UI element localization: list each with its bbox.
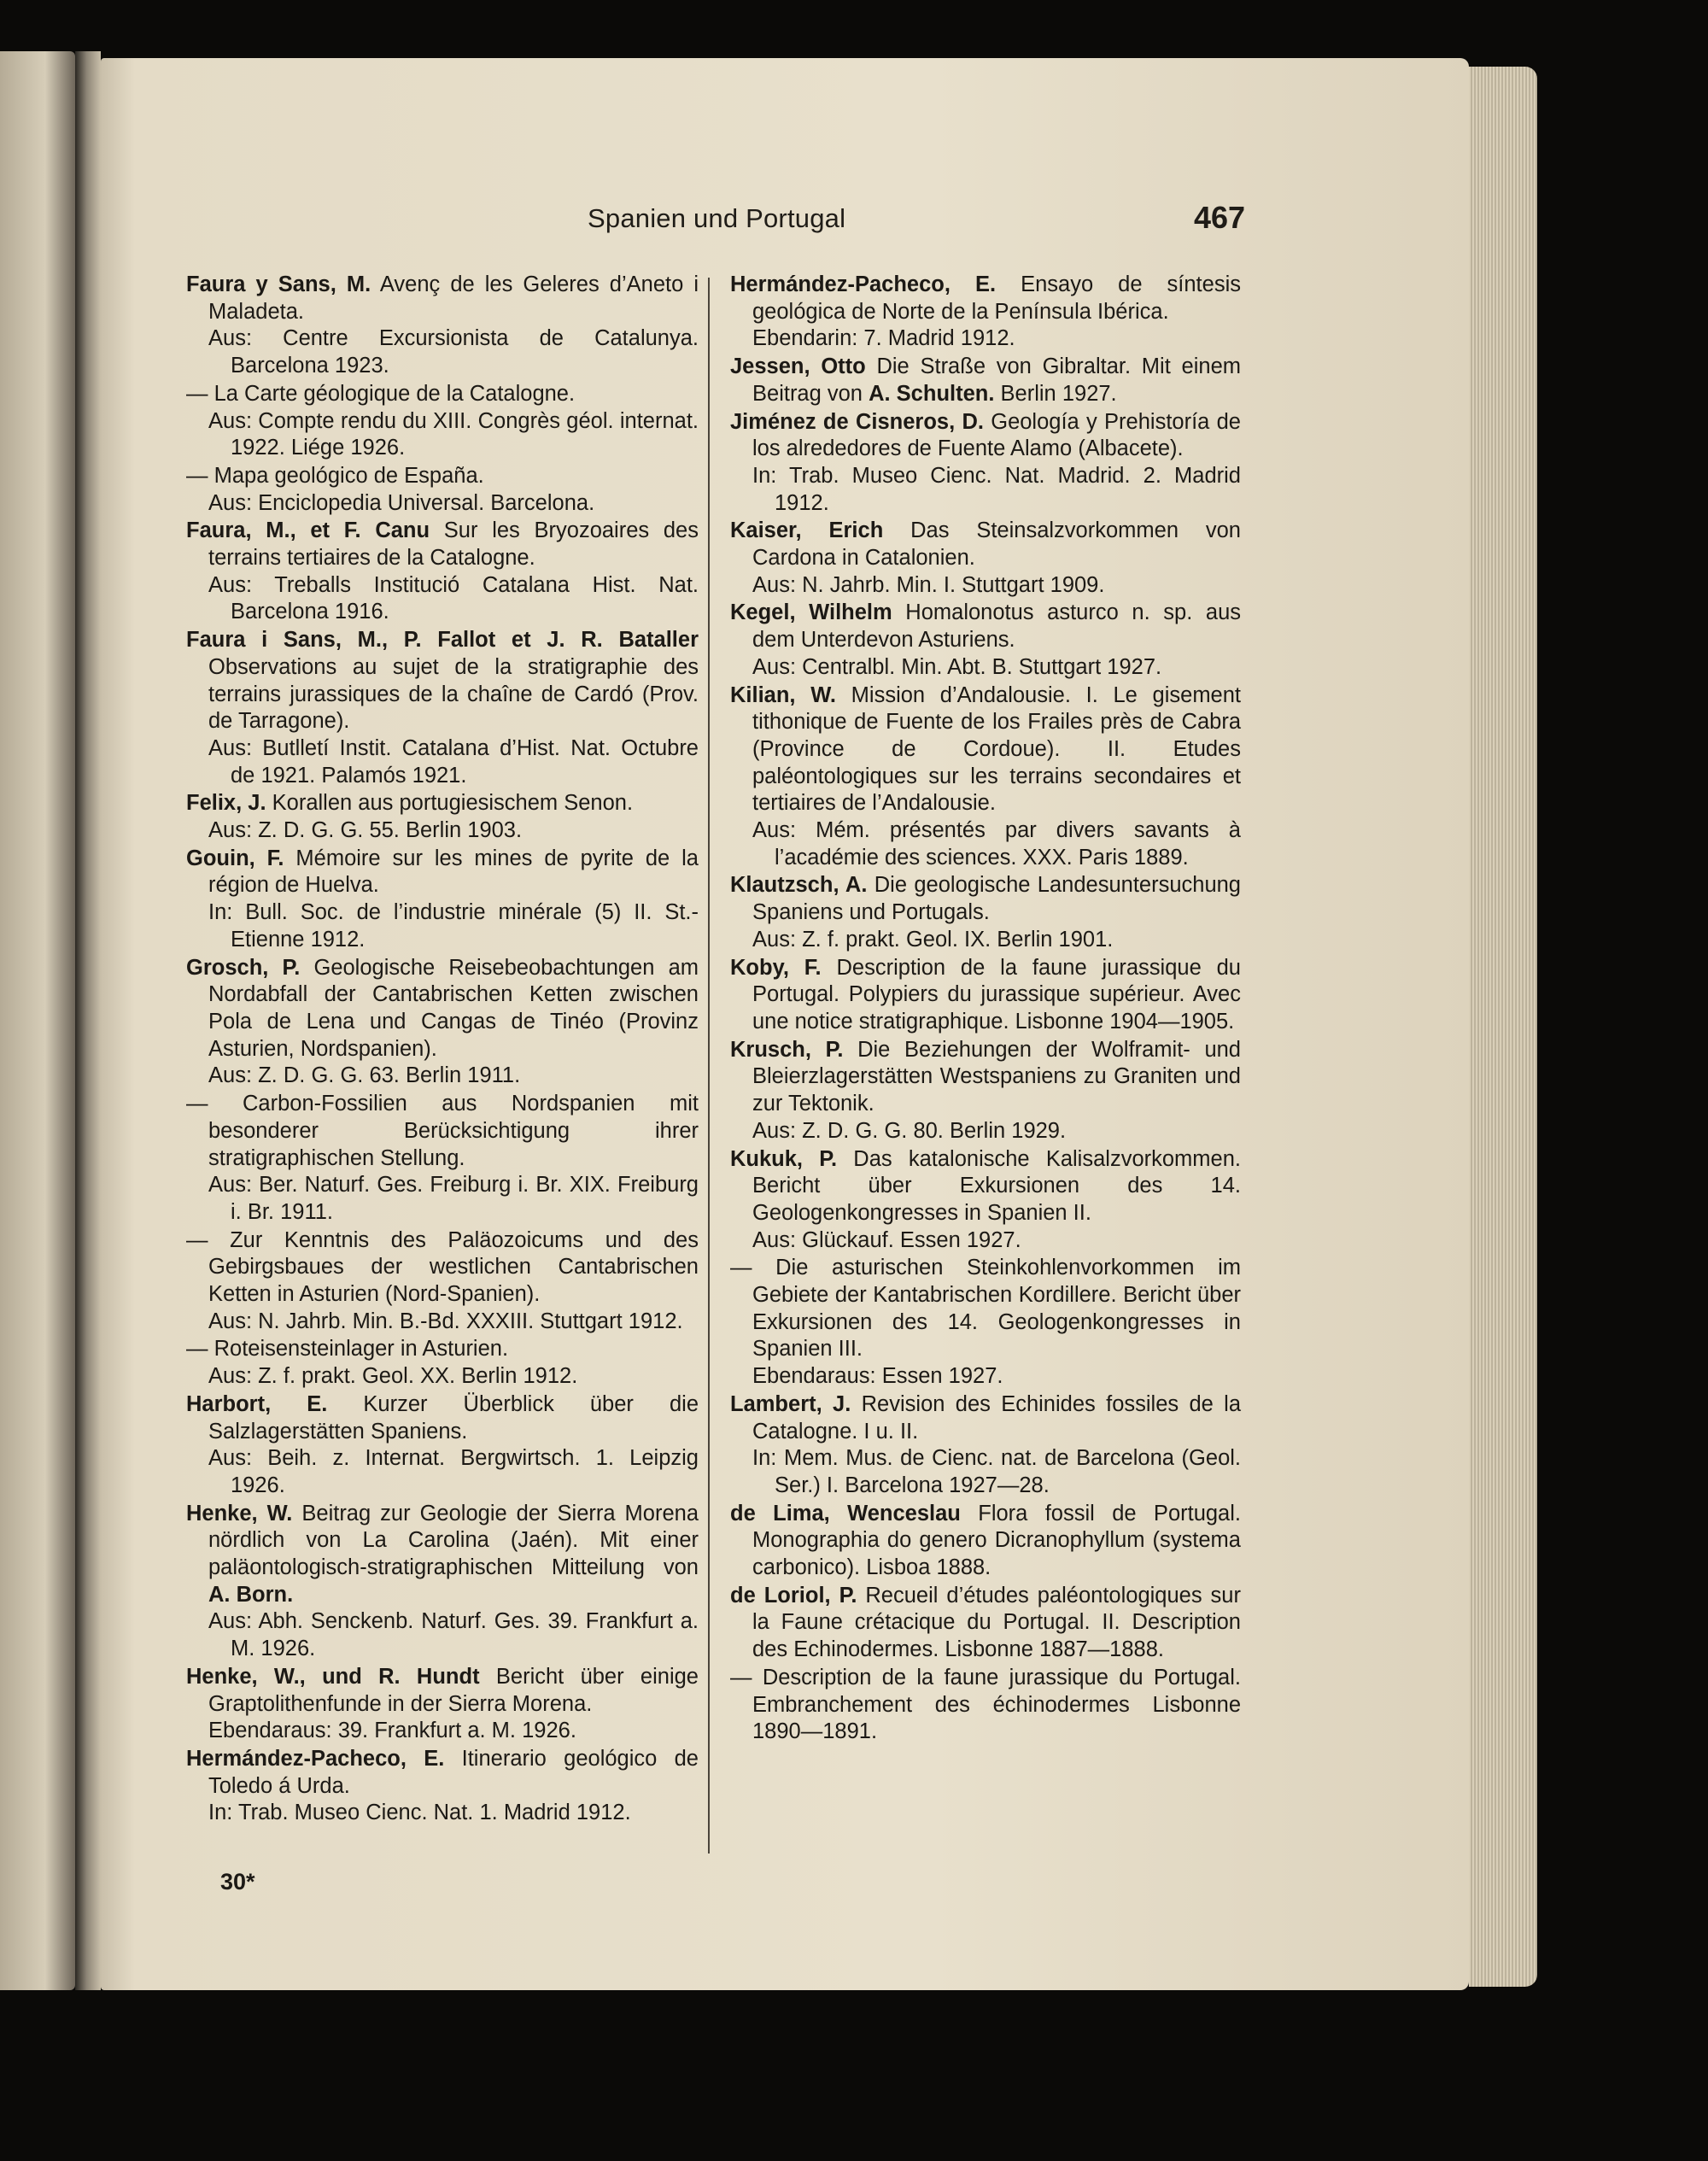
entry-author: Faura, M., et F. Canu	[186, 518, 430, 543]
entry-citation	[730, 600, 1241, 653]
entry-author: de Lima, Wenceslau	[730, 1501, 961, 1526]
bibliography-entry	[186, 1746, 699, 1827]
bibliography-entry	[730, 1583, 1241, 1664]
entry-citation	[730, 1255, 1241, 1363]
bibliography-entry	[730, 1391, 1241, 1500]
entry-title: Bericht über einige Graptolithenfunde in der Sierra Morena.	[208, 1664, 699, 1716]
bibliography-entry	[186, 463, 699, 517]
entry-citation	[186, 1664, 699, 1718]
bibliography-entry	[186, 790, 699, 844]
entry-source: Ebendaraus: Essen 1927.	[752, 1364, 1003, 1389]
bibliography-entry	[186, 381, 699, 462]
entry-contributor: A. Born.	[208, 1582, 294, 1607]
bibliography-entry	[730, 682, 1241, 872]
entry-title: Sur les Bryozoaires des terrains tertiaires de la Catalogne.	[208, 518, 699, 571]
entry-citation	[730, 1501, 1241, 1582]
entry-title: Carbon-Fossilien aus Nordspanien mit besonderer Berücksichtigung ihrer stratigraphischen Stellung.	[208, 1092, 699, 1170]
entry-author: Kilian, W.	[730, 682, 836, 707]
entry-citation	[730, 1037, 1241, 1118]
entry-author: Kaiser, Erich	[730, 518, 884, 543]
entry-citation	[186, 627, 699, 735]
entry-title: Description de la faune jurassique du Portugal. Embranchement des échinodermes Lisbonne 1890—1891.	[752, 1665, 1241, 1744]
entry-author: —	[730, 1256, 752, 1280]
entry-citation	[730, 872, 1241, 926]
entry-author: —	[186, 1227, 208, 1252]
bibliography-entry	[730, 955, 1241, 1036]
entry-title: Homalonotus asturco n. sp. aus dem Unterdevon Asturiens.	[752, 600, 1242, 653]
entry-source: Aus: Ber. Naturf. Ges. Freiburg i. Br. XIX. Freiburg i. Br. 1911.	[208, 1173, 699, 1224]
bibliography-entry	[730, 872, 1241, 953]
entry-title: Mapa geológico de España.	[214, 463, 484, 488]
entry-citation	[186, 1746, 699, 1800]
entry-source: Aus: Z. f. prakt. Geol. XX. Berlin 1912.	[208, 1364, 578, 1389]
entry-source: Aus: Treballs Institució Catalana Hist. Nat. Barcelona 1916.	[208, 572, 699, 624]
entry-title: Roteisensteinlager in Asturien.	[214, 1337, 509, 1362]
entry-source: Aus: N. Jahrb. Min. B.-Bd. XXXIII. Stuttgart 1912.	[208, 1309, 683, 1333]
running-title: Spanien und Portugal	[588, 203, 846, 233]
entry-source: In: Mem. Mus. de Cienc. nat. de Barcelona (Geol. Ser.) I. Barcelona 1927—28.	[752, 1446, 1241, 1497]
entry-citation	[730, 518, 1241, 571]
entry-title: Das katalonische Kalisalzvorkommen. Bericht über Exkursionen des 14. Geologenkongresses in Spanien II.	[752, 1146, 1241, 1225]
entry-author: —	[186, 381, 208, 406]
entry-citation	[186, 1227, 699, 1309]
running-header	[101, 200, 1469, 255]
entry-title: Korallen aus portugiesischem Senon.	[272, 791, 634, 816]
entry-source: Aus: Z. f. prakt. Geol. IX. Berlin 1901.	[752, 927, 1114, 952]
entry-imprint: Berlin 1927.	[1000, 381, 1117, 406]
bibliography-entry	[730, 1255, 1241, 1391]
entry-title: Geologische Reisebeobachtungen am Nordabfall der Cantabrischen Ketten zwischen Pola de Lena und Cangas de Tinéo (Provinz Asturien, Nordspanien).	[208, 955, 699, 1061]
bibliography-entry	[730, 1146, 1241, 1255]
entry-citation	[730, 1665, 1241, 1746]
entry-title: Kurzer Überblick über die Salzlagerstätten Spaniens.	[208, 1391, 699, 1444]
entry-title: Die geologische Landesuntersuchung Spaniens und Portugals.	[752, 873, 1241, 925]
entry-source: Aus: Centre Excursionista de Catalunya. Barcelona 1923.	[208, 326, 699, 378]
left-column	[186, 272, 699, 1828]
bibliography-entry	[730, 1665, 1241, 1746]
entry-title: Das Steinsalzvorkommen von Cardona in Catalonien.	[752, 518, 1241, 571]
entry-source: In: Trab. Museo Cienc. Nat. 1. Madrid 1912.	[208, 1801, 631, 1825]
entry-source: Aus: Z. D. G. G. 55. Berlin 1903.	[208, 818, 523, 843]
entry-citation	[730, 1583, 1241, 1664]
entry-author: Kegel, Wilhelm	[730, 600, 892, 625]
bibliography-entry	[186, 1227, 699, 1336]
entry-citation	[186, 955, 699, 1063]
entry-author: de Loriol, P.	[730, 1583, 857, 1608]
entry-citation	[730, 272, 1241, 325]
entry-author: Hermández-Pacheco, E.	[730, 272, 997, 296]
entry-contributor: A. Schulten.	[869, 381, 995, 406]
entry-citation	[186, 381, 699, 408]
right-column	[730, 272, 1241, 1747]
entry-title: Die asturischen Steinkohlenvorkommen im Gebiete der Kantabrischen Kordillere. Bericht über Exkursionen des 14. Geologenkongresses in Spanien III.	[752, 1256, 1241, 1362]
bibliography-entry	[730, 1501, 1241, 1582]
entry-citation	[186, 1391, 699, 1445]
entry-title: Flora fossil de Portugal. Monographia do genero Dicranophyllum (systema carbonico). Lisboa 1888.	[752, 1501, 1241, 1580]
entry-source: Aus: Enciclopedia Universal. Barcelona.	[208, 490, 595, 515]
entry-author: Hermández-Pacheco, E.	[186, 1746, 445, 1771]
entry-title: Zur Kenntnis des Paläozoicums und des Gebirgsbaues der westlichen Cantabrischen Ketten in Asturien (Nord-Spanien).	[208, 1227, 699, 1307]
entry-citation	[730, 409, 1241, 463]
entry-source: Aus: Centralbl. Min. Abt. B. Stuttgart 1927.	[752, 654, 1162, 679]
entry-author: Henke, W., und R. Hundt	[186, 1664, 480, 1689]
entry-source: In: Bull. Soc. de l’industrie minérale (5) II. St.-Etienne 1912.	[208, 900, 699, 952]
entry-citation	[186, 463, 699, 490]
bibliography-entry	[730, 1037, 1241, 1145]
entry-title: Observations au sujet de la stratigraphie des terrains jurassiques de la chaîne de Cardó (Prov. de Tarragone).	[208, 654, 699, 734]
entry-author: Gouin, F.	[186, 846, 284, 870]
entry-citation	[186, 1336, 699, 1363]
bibliography-entry	[186, 1336, 699, 1390]
entry-author: Kukuk, P.	[730, 1146, 838, 1171]
entry-source: Aus: Compte rendu du XIII. Congrès géol. internat. 1922. Liége 1926.	[208, 408, 699, 460]
entry-source: Ebendaraus: 39. Frankfurt a. M. 1926.	[208, 1719, 576, 1743]
entry-author: Jiménez de Cisneros, D.	[730, 409, 984, 434]
facing-page-edge	[0, 51, 75, 1990]
bibliography-entry	[186, 955, 699, 1091]
entry-citation	[186, 518, 699, 571]
bibliography-entry	[186, 1091, 699, 1227]
signature-mark: 30*	[220, 1869, 255, 1895]
entry-citation	[730, 354, 1241, 407]
bibliography-entry	[730, 354, 1241, 407]
bibliography-entry	[730, 600, 1241, 681]
entry-title: La Carte géologique de la Catalogne.	[214, 381, 576, 406]
bibliography-entry	[186, 627, 699, 789]
entry-author: Grosch, P.	[186, 955, 301, 980]
entry-title: Itinerario geológico de Toledo á Urda.	[208, 1746, 699, 1798]
entry-citation	[730, 682, 1241, 818]
entry-author: —	[730, 1665, 752, 1690]
entry-source: Ebendarin: 7. Madrid 1912.	[752, 326, 1015, 351]
entry-citation	[186, 272, 699, 325]
entry-citation	[730, 955, 1241, 1036]
entry-author: Koby, F.	[730, 955, 822, 980]
entry-author: Klautzsch, A.	[730, 873, 868, 898]
entry-title: Geología y Prehistoría de los alrededores de Fuente Alamo (Albacete).	[752, 409, 1241, 461]
entry-source: Aus: Z. D. G. G. 63. Berlin 1911.	[208, 1063, 521, 1088]
entry-citation	[186, 1091, 699, 1172]
entry-source: Aus: Mém. présentés par divers savants à l’académie des sciences. XXX. Paris 1889.	[752, 818, 1241, 870]
entry-author: Faura i Sans, M., P. Fallot et J. R. Bataller	[186, 628, 699, 653]
bibliography-entry	[186, 1501, 699, 1663]
entry-title: Die Beziehungen der Wolframit- und Bleierzlagerstätten Westspaniens zu Graniten und zur Tektonik.	[752, 1037, 1241, 1116]
entry-title: Description de la faune jurassique du Portugal. Polypiers du jurassique supérieur. Avec une notice stratigraphique. Lisbonne 1904—1905.	[752, 955, 1241, 1034]
page-number: 467	[1194, 200, 1246, 235]
page-stack-edges	[1469, 67, 1537, 1987]
entry-source: In: Trab. Museo Cienc. Nat. Madrid. 2. Madrid 1912.	[752, 463, 1241, 515]
entry-source: Aus: Beih. z. Internat. Bergwirtsch. 1. Leipzig 1926.	[208, 1446, 699, 1497]
entry-author: —	[186, 463, 208, 488]
entry-title: Revision des Echinides fossiles de la Catalogne. I u. II.	[752, 1391, 1242, 1444]
book-gutter	[75, 51, 101, 1990]
entry-author: Faura y Sans, M.	[186, 272, 371, 296]
entry-title: Mémoire sur les mines de pyrite de la région de Huelva.	[208, 846, 699, 898]
bibliography-entry	[186, 1664, 699, 1745]
entry-source: Aus: Glückauf. Essen 1927.	[752, 1227, 1021, 1252]
entry-author: Lambert, J.	[730, 1391, 851, 1416]
bibliography-entry	[730, 409, 1241, 518]
entry-source: Aus: Abh. Senckenb. Naturf. Ges. 39. Frankfurt a. M. 1926.	[208, 1609, 699, 1661]
entry-title: Recueil d’études paléontologiques sur la Faune crétacique du Portugal. II. Description des Echinodermes. Lisbonne 1887—1888.	[752, 1583, 1241, 1662]
entry-source: Aus: Z. D. G. G. 80. Berlin 1929.	[752, 1118, 1067, 1143]
entry-title: Mission d’Andalousie. I. Le gisement tithonique de Fuente de los Frailes près de Cabra (Province de Cordoue). II. Etudes paléontologiques sur les terrains secondaires et tertiaires de l’Andalousie.	[752, 682, 1242, 816]
entry-citation	[730, 1391, 1241, 1445]
entry-author: Harbort, E.	[186, 1391, 328, 1416]
entry-source: Aus: Butlletí Instit. Catalana d’Hist. Nat. Octubre de 1921. Palamós 1921.	[208, 735, 699, 788]
bibliography-entry	[730, 518, 1241, 599]
entry-source: Aus: N. Jahrb. Min. I. Stuttgart 1909.	[752, 572, 1105, 597]
bibliography-entry	[730, 272, 1241, 353]
entry-citation	[186, 1501, 699, 1609]
entry-title: Beitrag zur Geologie der Sierra Morena nördlich von La Carolina (Jaén). Mit einer paläontologisch-stratigraphischen Mitteilung von	[208, 1501, 699, 1580]
bibliography-entry	[186, 518, 699, 626]
entry-author: —	[186, 1337, 208, 1362]
entry-author: Jessen, Otto	[730, 354, 866, 379]
entry-citation	[186, 846, 699, 899]
entry-author: Krusch, P.	[730, 1037, 844, 1062]
bibliography-entry	[186, 272, 699, 380]
entry-author: Henke, W.	[186, 1501, 293, 1526]
bibliography-entry	[186, 1391, 699, 1500]
entry-author: Felix, J.	[186, 791, 266, 816]
entry-citation	[186, 790, 699, 817]
entry-author: —	[186, 1092, 208, 1116]
entry-title: Ensayo de síntesis geológica de Norte de la Península Ibérica.	[752, 272, 1241, 324]
entry-title: Avenç de les Geleres d’Aneto i Maladeta.	[208, 272, 699, 324]
column-divider	[708, 278, 710, 1854]
entry-title: Die Straße von Gibraltar. Mit einem Beitrag von	[752, 354, 1241, 406]
bibliography-entry	[186, 846, 699, 954]
entry-citation	[730, 1146, 1241, 1227]
